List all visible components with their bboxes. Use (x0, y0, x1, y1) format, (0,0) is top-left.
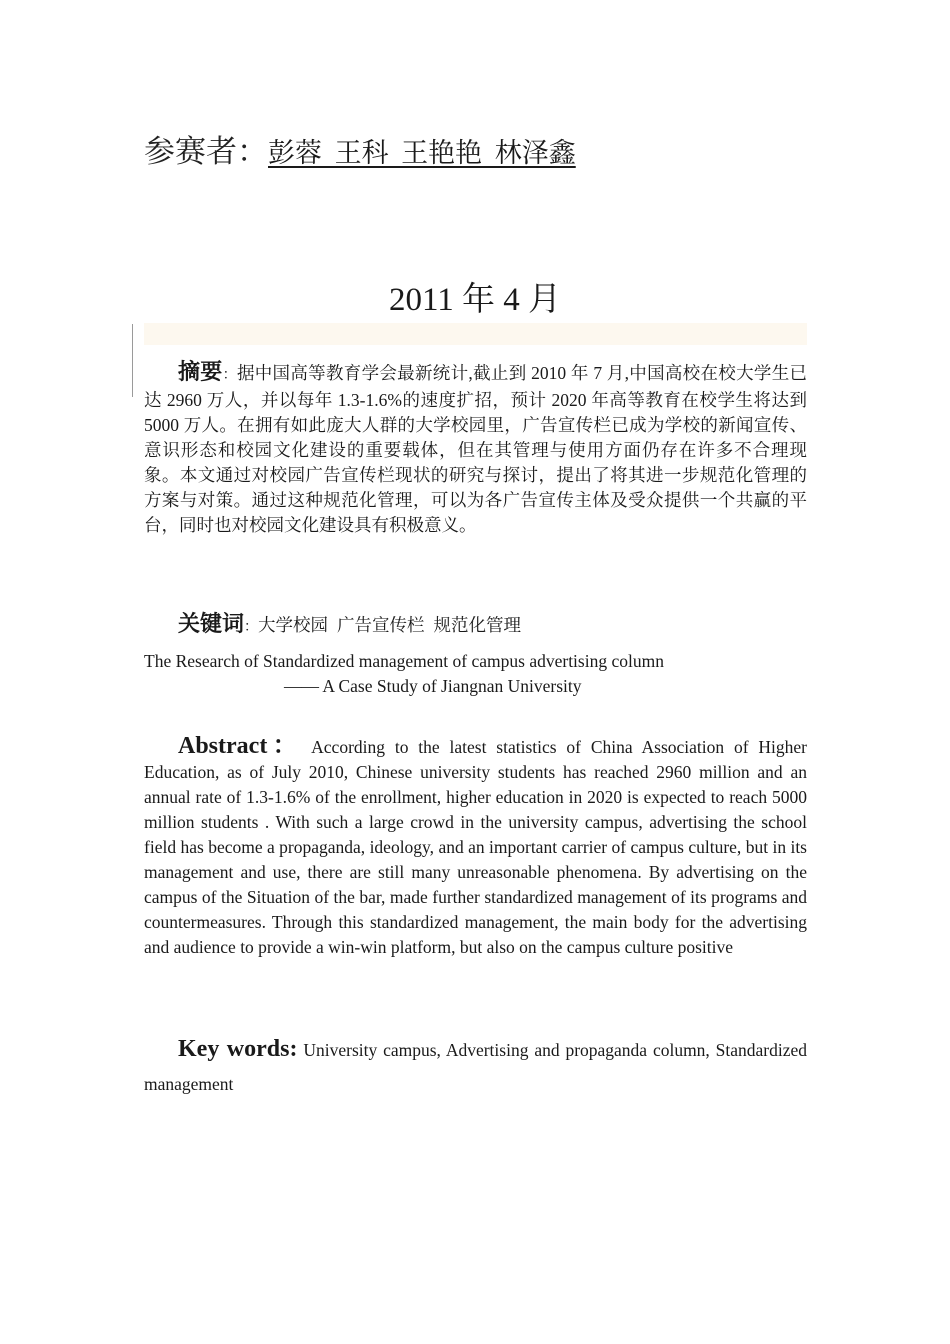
participants-line (144, 128, 576, 178)
english-keywords-text: University campus, Advertising and propaganda column, Standardized management (144, 1040, 808, 1094)
chinese-keywords-colon: ： (244, 620, 259, 635)
chinese-keyword: 广告宣传栏 (337, 615, 425, 635)
chinese-keyword: 大学校园 (258, 615, 329, 635)
participants-label: 参赛者： (144, 134, 268, 170)
chinese-abstract-heading: 摘要 (178, 360, 223, 385)
chinese-abstract (144, 360, 807, 538)
english-keywords (144, 1032, 807, 1101)
english-abstract (144, 734, 807, 960)
chinese-keywords-heading: 关键词 (178, 612, 245, 637)
chinese-abstract-text: 据中国高等教育学会最新统计,截止到 2010 年 7 月,中国高校在校大学生已达 2960 万人，并以每年 1.3-1.6%的速度扩招，预计 2020 年高等教育在校学生将达到 5000 万人。在拥有如此庞大人群的大学校园里，广告宣传栏已成为学校的新闻宣传、意识形态和校园文化建设的重要载体，但在其管理与使用方面仍存在许多不合理现象。本文通过对校园广告宣传栏现状的研究与探讨，提出了将其进一步规范化管理的方案与对策。通过这种规范化管理，可以为各广告宣传主体及受众提供一个共赢的平台，同时也对校园文化建设具有积极意义。 (144, 363, 808, 535)
participants-names: 彭蓉 王科 王艳艳 林泽鑫 (268, 138, 576, 169)
english-abstract-text: According to the latest statistics of China Association of Higher Education, as of July 2010, Chinese university students has reached 2960 million and an annual rate of 1.3-1.6% of the enrollment, higher education in 2020 is expected to reach 5000 million students . With such a large crowd in the university campus, advertising the school field has become a propaganda, ideology, and an important carrier of campus culture, but in its management and use, there are still many unreasonable phenomena. By advertising on the campus of the Situation of the bar, made further standardized management of its programs and countermeasures. Through this standardized management, the main body for the advertising and audience to provide a win-win platform, but also on the campus culture positive (144, 737, 807, 957)
chinese-keywords (144, 610, 807, 643)
english-abstract-heading: Abstract： (178, 733, 303, 759)
margin-marker-line (132, 324, 133, 397)
document-date: 2011 年 4 月 (388, 282, 562, 318)
english-subtitle: —— A Case Study of Jiangnan University (284, 676, 582, 696)
english-keywords-heading: Key words: (178, 1036, 298, 1062)
chinese-keyword: 规范化管理 (433, 615, 522, 635)
shaded-divider (144, 323, 807, 345)
english-title: The Research of Standardized management of campus advertising column (144, 651, 664, 671)
chinese-abstract-colon: ： (222, 368, 237, 383)
